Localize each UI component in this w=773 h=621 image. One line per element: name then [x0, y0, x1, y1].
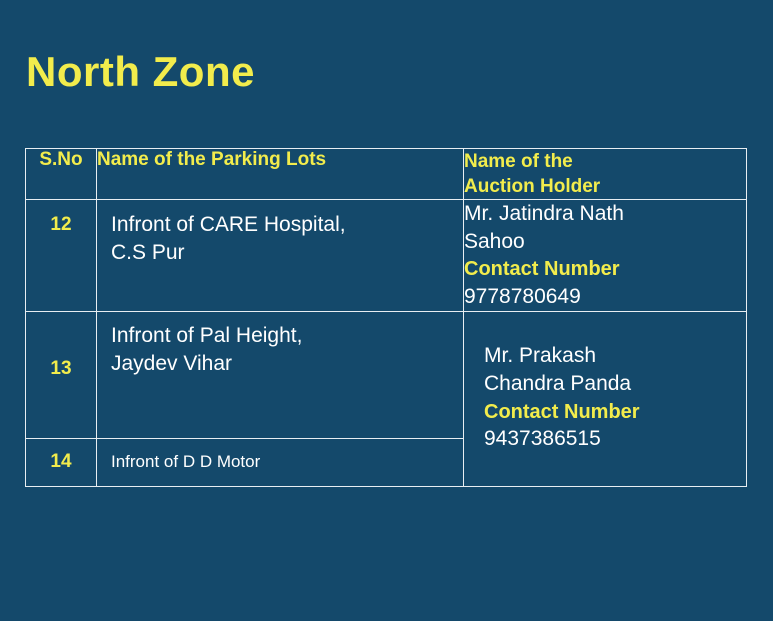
table-row — [26, 312, 747, 439]
cell-auction-holder — [464, 312, 747, 486]
holder-name-line2: Chandra Panda — [484, 372, 632, 396]
parking-lot-line1: Infront of CARE Hospital, — [111, 213, 346, 237]
page-title: North Zone — [26, 48, 255, 95]
column-header-parking-lots: Name of the Parking Lots — [97, 149, 464, 200]
column-header-auction-holder-line1: Name of the — [464, 151, 573, 172]
parking-lots-table — [25, 148, 747, 487]
cell-parking-lot — [97, 312, 464, 439]
contact-number-label: Contact Number — [464, 258, 620, 281]
contact-number-label: Contact Number — [484, 400, 640, 423]
holder-name-line1: Mr. Jatindra Nath — [464, 202, 624, 226]
contact-number-value: 9437386515 — [484, 427, 601, 451]
column-header-auction-holder — [464, 149, 747, 200]
holder-name-line2: Sahoo — [464, 230, 525, 254]
parking-lots-table-container — [25, 148, 747, 487]
column-header-sno: S.No — [26, 149, 97, 200]
cell-parking-lot: Infront of D D Motor — [97, 439, 464, 487]
parking-lot-line2: C.S Pur — [111, 241, 185, 265]
cell-sno: 12 — [26, 200, 97, 312]
parking-lot-line1: Infront of Pal Height, — [111, 324, 303, 348]
holder-name-line1: Mr. Prakash — [484, 344, 597, 368]
cell-sno: 13 — [26, 312, 97, 439]
contact-number-value: 9778780649 — [464, 285, 581, 309]
cell-parking-lot — [97, 200, 464, 312]
column-header-auction-holder-line2: Auction Holder — [464, 176, 601, 198]
table-header-row — [26, 149, 747, 200]
cell-sno: 14 — [26, 439, 97, 487]
parking-lot-line2: Jaydev Vihar — [111, 352, 233, 376]
cell-auction-holder — [464, 200, 747, 312]
table-row — [26, 200, 747, 312]
